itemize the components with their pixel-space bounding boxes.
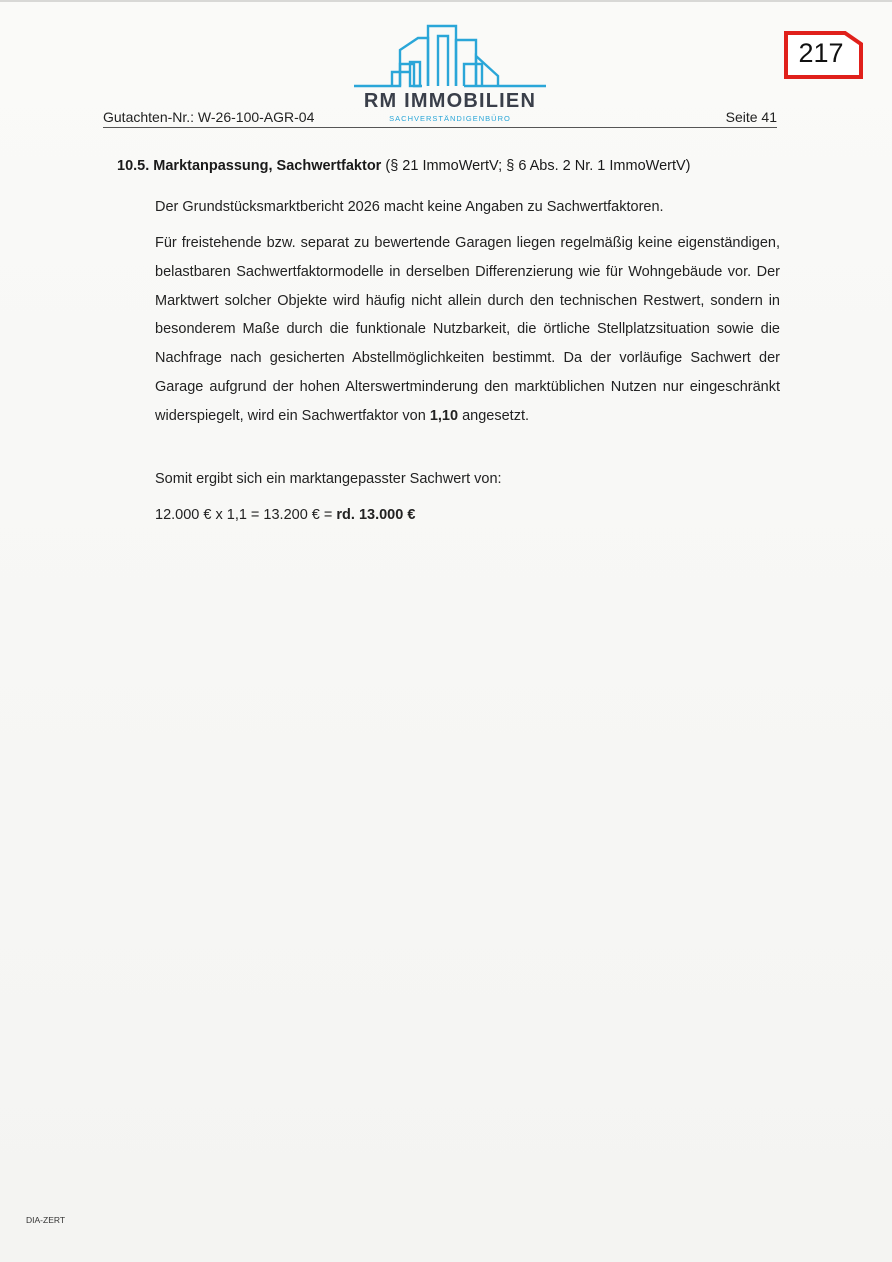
section-number: 10.5.: [117, 158, 150, 174]
section-title: Marktanpassung, Sachwertfaktor: [153, 158, 382, 174]
paragraph-result-intro: Somit ergibt sich ein marktangepasster Sachwert von:: [155, 471, 502, 487]
logo-subtitle: SACHVERSTÄNDIGENBÜRO: [389, 114, 511, 123]
logo-company-name: RM IMMOBILIEN: [363, 90, 537, 112]
header-divider: [103, 127, 777, 128]
paragraph-market-report: Der Grundstücksmarktbericht 2026 macht keine Angaben zu Sachwertfaktoren.: [155, 199, 664, 215]
scan-top-edge: [0, 0, 892, 2]
calculation-line: [155, 507, 415, 523]
calculation-formula: 12.000 € x 1,1 = 13.200 € =: [155, 507, 333, 523]
paragraph-garage-tail: angesetzt.: [462, 407, 530, 424]
stamp-number: 217: [798, 38, 844, 68]
calculation-result: rd. 13.000 €: [336, 507, 416, 523]
section-heading: [117, 158, 691, 174]
paragraph-garage-text: Für freistehende bzw. separat zu bewertende Garagen liegen regelmäßig keine eigenständigen, belastbaren Sachwertfaktormodelle in derselben Differenzierung wie für Wohngebäude vor. Der Marktwert solcher Objekte wird häufig nicht allein durch den technischen Restwert, sondern in besonderem Maße durch die funktionale Nutzbarkeit, die örtliche Stellplatzsituation sowie die Nachfrage nach gesicherten Abstellmöglichkeiten bestimmt. Da der vorläufige Sachwert der Garage aufgrund der hohen Alterswertminderung den marktüblichen Nutzen nur eingeschränkt widerspiegelt, wird ein Sachwertfaktor von: [155, 235, 780, 424]
section-reference: (§ 21 ImmoWertV; § 6 Abs. 2 Nr. 1 ImmoWertV): [385, 158, 691, 174]
paragraph-garage-factor: [155, 229, 780, 431]
footer-certification: DIA-ZERT: [26, 1215, 66, 1225]
sachwertfaktor-value: 1,10: [429, 407, 459, 424]
page-label: Seite 41: [725, 109, 777, 125]
report-number: Gutachten-Nr.: W-26-100-AGR-04: [103, 109, 315, 125]
